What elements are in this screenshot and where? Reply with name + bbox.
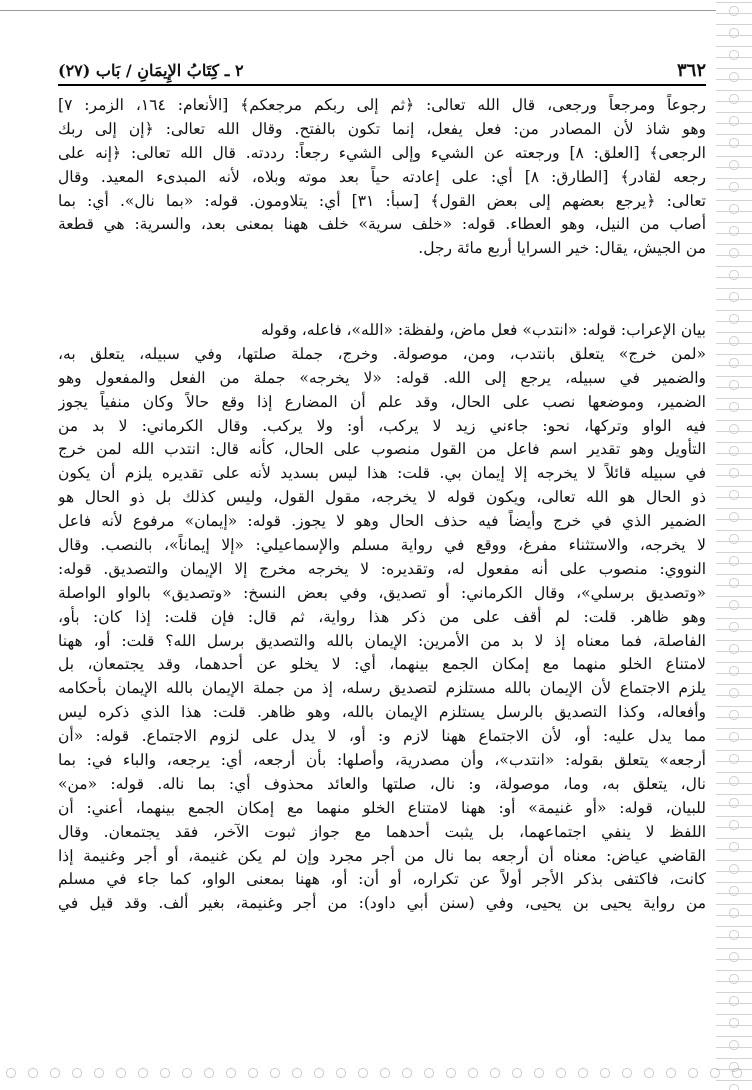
text-line: فيه الواو وتركها، نحو: جاءني زيد لا يركب، أو: ولا يركب. وقال الكرماني: لا بد من bbox=[58, 416, 706, 435]
text-line: أصاب من النيل، وهو العطاء. قوله: «خلف سرية» خلف ههنا بمعنى بعد، والسرية: هي قطعة bbox=[58, 215, 706, 234]
text-line: رجعه لقادر﴾ [الطارق: ٨] أي: على إعادته حياً بعد موته وبلاه، لأنه المبدىء المعيد. وقال bbox=[58, 167, 706, 186]
running-head bbox=[58, 56, 706, 86]
text-line: النووي: منصوب على أنه مفعول له، وتقديره: لا يخرجه مخرج إلا الإيمان والتصديق. قوله: bbox=[58, 559, 706, 578]
text-line: الضمير، وموضعها نصب على الحال، وقد علم أن المضارع إذا وقع حالاً وكان منفياً يجوز bbox=[58, 392, 706, 411]
text-line: لا يخرجه، والاستثناء مفرغ، ووقع في رواية مسلم والإسماعيلي: «إلا إيماناً»، بالنصب. وقال bbox=[58, 536, 706, 555]
text-line: التأويل وهو تقدير اسم فاعل من القول منصوب على الحال، كأنه قال: انتدب الله لمن خرج bbox=[58, 440, 706, 459]
text-line: من الجيش، يقال: خير السرايا أربع مائة رجل. bbox=[418, 239, 706, 258]
paragraph-definitions bbox=[58, 94, 706, 261]
text-line: اللفظ لا ينفي اجتماعهما، بل يثبت أحدهما مع جواز ثبوت الآخر، فقد يجتمعان. وقال bbox=[58, 822, 706, 841]
text-line: للبيان، قوله: «أو غنيمة» أو: ههنا لامتناع الخلو منهما مع إمكان الجمع بينهما، أعني: أن bbox=[58, 798, 706, 817]
text-line: في سبيله قائلاً لا يخرجه إلا إيمان بي. قلت: هذا ليس بسديد لأنه على تقديره يلزم أن يكون bbox=[58, 464, 706, 483]
text-line: ذو الحال هو الله تعالى، ويكون قوله لا يخرجه، مقول القول، وليس كذلك بل ذو الحال هو bbox=[58, 488, 706, 507]
text-line: الرجعى﴾ [العلق: ٨] ورجعته عن الشيء وإلى الشيء رجعاً: رددته. قال الله تعالى: ﴿إنه على bbox=[58, 143, 706, 162]
paragraph-grammar-analysis bbox=[58, 319, 706, 916]
text-line: وهو ظاهر. قلت: لم أقف على من ذكر هذا رواية، ثم قال: فإن قلت: إذا كان: بأو، bbox=[58, 607, 706, 626]
text-line: من رواية يحيى بن يحيى، وفي (سنن أبي داود): من أجر وغنيمة، بغير ألف. وقد قيل في bbox=[58, 894, 706, 913]
text-line: «وتصديق برسلي»، وقال الكرماني: أو تصديق، وفي بعض النسخ: «وتصديق» بالواو الواصلة bbox=[58, 583, 706, 602]
text-line: والضمير في سبيله، يرجع إلى الله. قوله: «لا يخرجه» جملة من الفعل والمفعول وهو bbox=[58, 368, 706, 387]
text-line: الفاصلة، فما معناه إذ لا بد من الأمرين: الإيمان بالله والتصديق برسل الله؟ قلت: أو، ههنا bbox=[58, 631, 706, 650]
top-rule bbox=[0, 10, 716, 11]
text-line: يلزم الاجتماع لأن الإيمان بالله مستلزم لتصديق رسله، إذ من جملة الإيمان بالله الإيمان بأحكامه bbox=[58, 679, 706, 698]
text-line: القاضي عياض: معناه أن أرجعه بما نال من أجر مجرد وإن لم يكن غنيمة، أو أجر وغنيمة إذا bbox=[58, 846, 706, 865]
text-line: بيان الإعراب: قوله: «انتدب» فعل ماض، ولفظة: «الله»، فاعله، وقوله bbox=[260, 321, 706, 339]
text-line: الضمير الذي في خرج وأيضاً فيه حذف الحال وهو لا يجوز. قوله: «إيمان» مرفوع لأنه فاعل bbox=[58, 512, 706, 531]
decorative-chain-border-right bbox=[716, 0, 752, 1090]
text-line: وهو شاذ لأن المصادر من: فعل يفعل، إنما تكون بالفتح. وقال الله تعالى: ﴿إن إلى ربك bbox=[58, 119, 706, 138]
text-line: وأفعاله، وكذا التصديق بالرسل يستلزم الإيمان بالله، وهو ظاهر. قلت: هذا الذي ذكره ليس bbox=[58, 703, 706, 722]
text-line: تعالى: ﴿يرجع بعضهم إلى بعض القول﴾ [سبأ: ٣١] أي: يتلاومون. قوله: «بما نال». أي: بما bbox=[58, 191, 706, 210]
text-line: لامتناع الخلو منهما مع إمكان الجمع بينهما، أي: لا يخلو عن أحدهما، وقد يجتمعان، بل bbox=[58, 655, 706, 674]
text-line: «لمن خرج» يتعلق بانتدب، ومن، موصولة. وخرج، جملة صلتها، وفي سبيله، يتعلق به، bbox=[58, 344, 706, 363]
chapter-title: ٢ ـ كِتَابُ الإِيمَانِ / بَاب (٢٧) bbox=[58, 60, 244, 80]
text-line: مما يدل عليه: أو، لأن الاجتماع ههنا لازم و: أو، لا يدل على لزوم الاجتماع. قوله: «أن bbox=[58, 727, 706, 746]
text-line: كانت، فاكتفى بذكر الأجر أولاً عن تكراره، أو أن: أو، ههنا بمعنى الواو، كما جاء في مسلم bbox=[58, 870, 706, 889]
decorative-chain-border-bottom bbox=[0, 1056, 752, 1090]
text-line: نال، يتعلق به، وما، موصولة، و: نال، صلتها والعائد محذوف أي: بما ناله. قوله: «من» bbox=[58, 774, 706, 793]
page-number: ٣٦٢ bbox=[676, 59, 706, 81]
text-line: رجوعاً ومرجعاً ورجعى، قال الله تعالى: ﴿ثم إلى ربكم مرجعكم﴾ [الأنعام: ١٦٤، الزمر: ٧] bbox=[58, 96, 706, 114]
text-line: أرجعه» يتعلق بقوله: «انتدب»، وأن مصدرية، وأصلها: بأن أرجعه، أي: يرجعه، والباء في: بما bbox=[58, 751, 706, 770]
